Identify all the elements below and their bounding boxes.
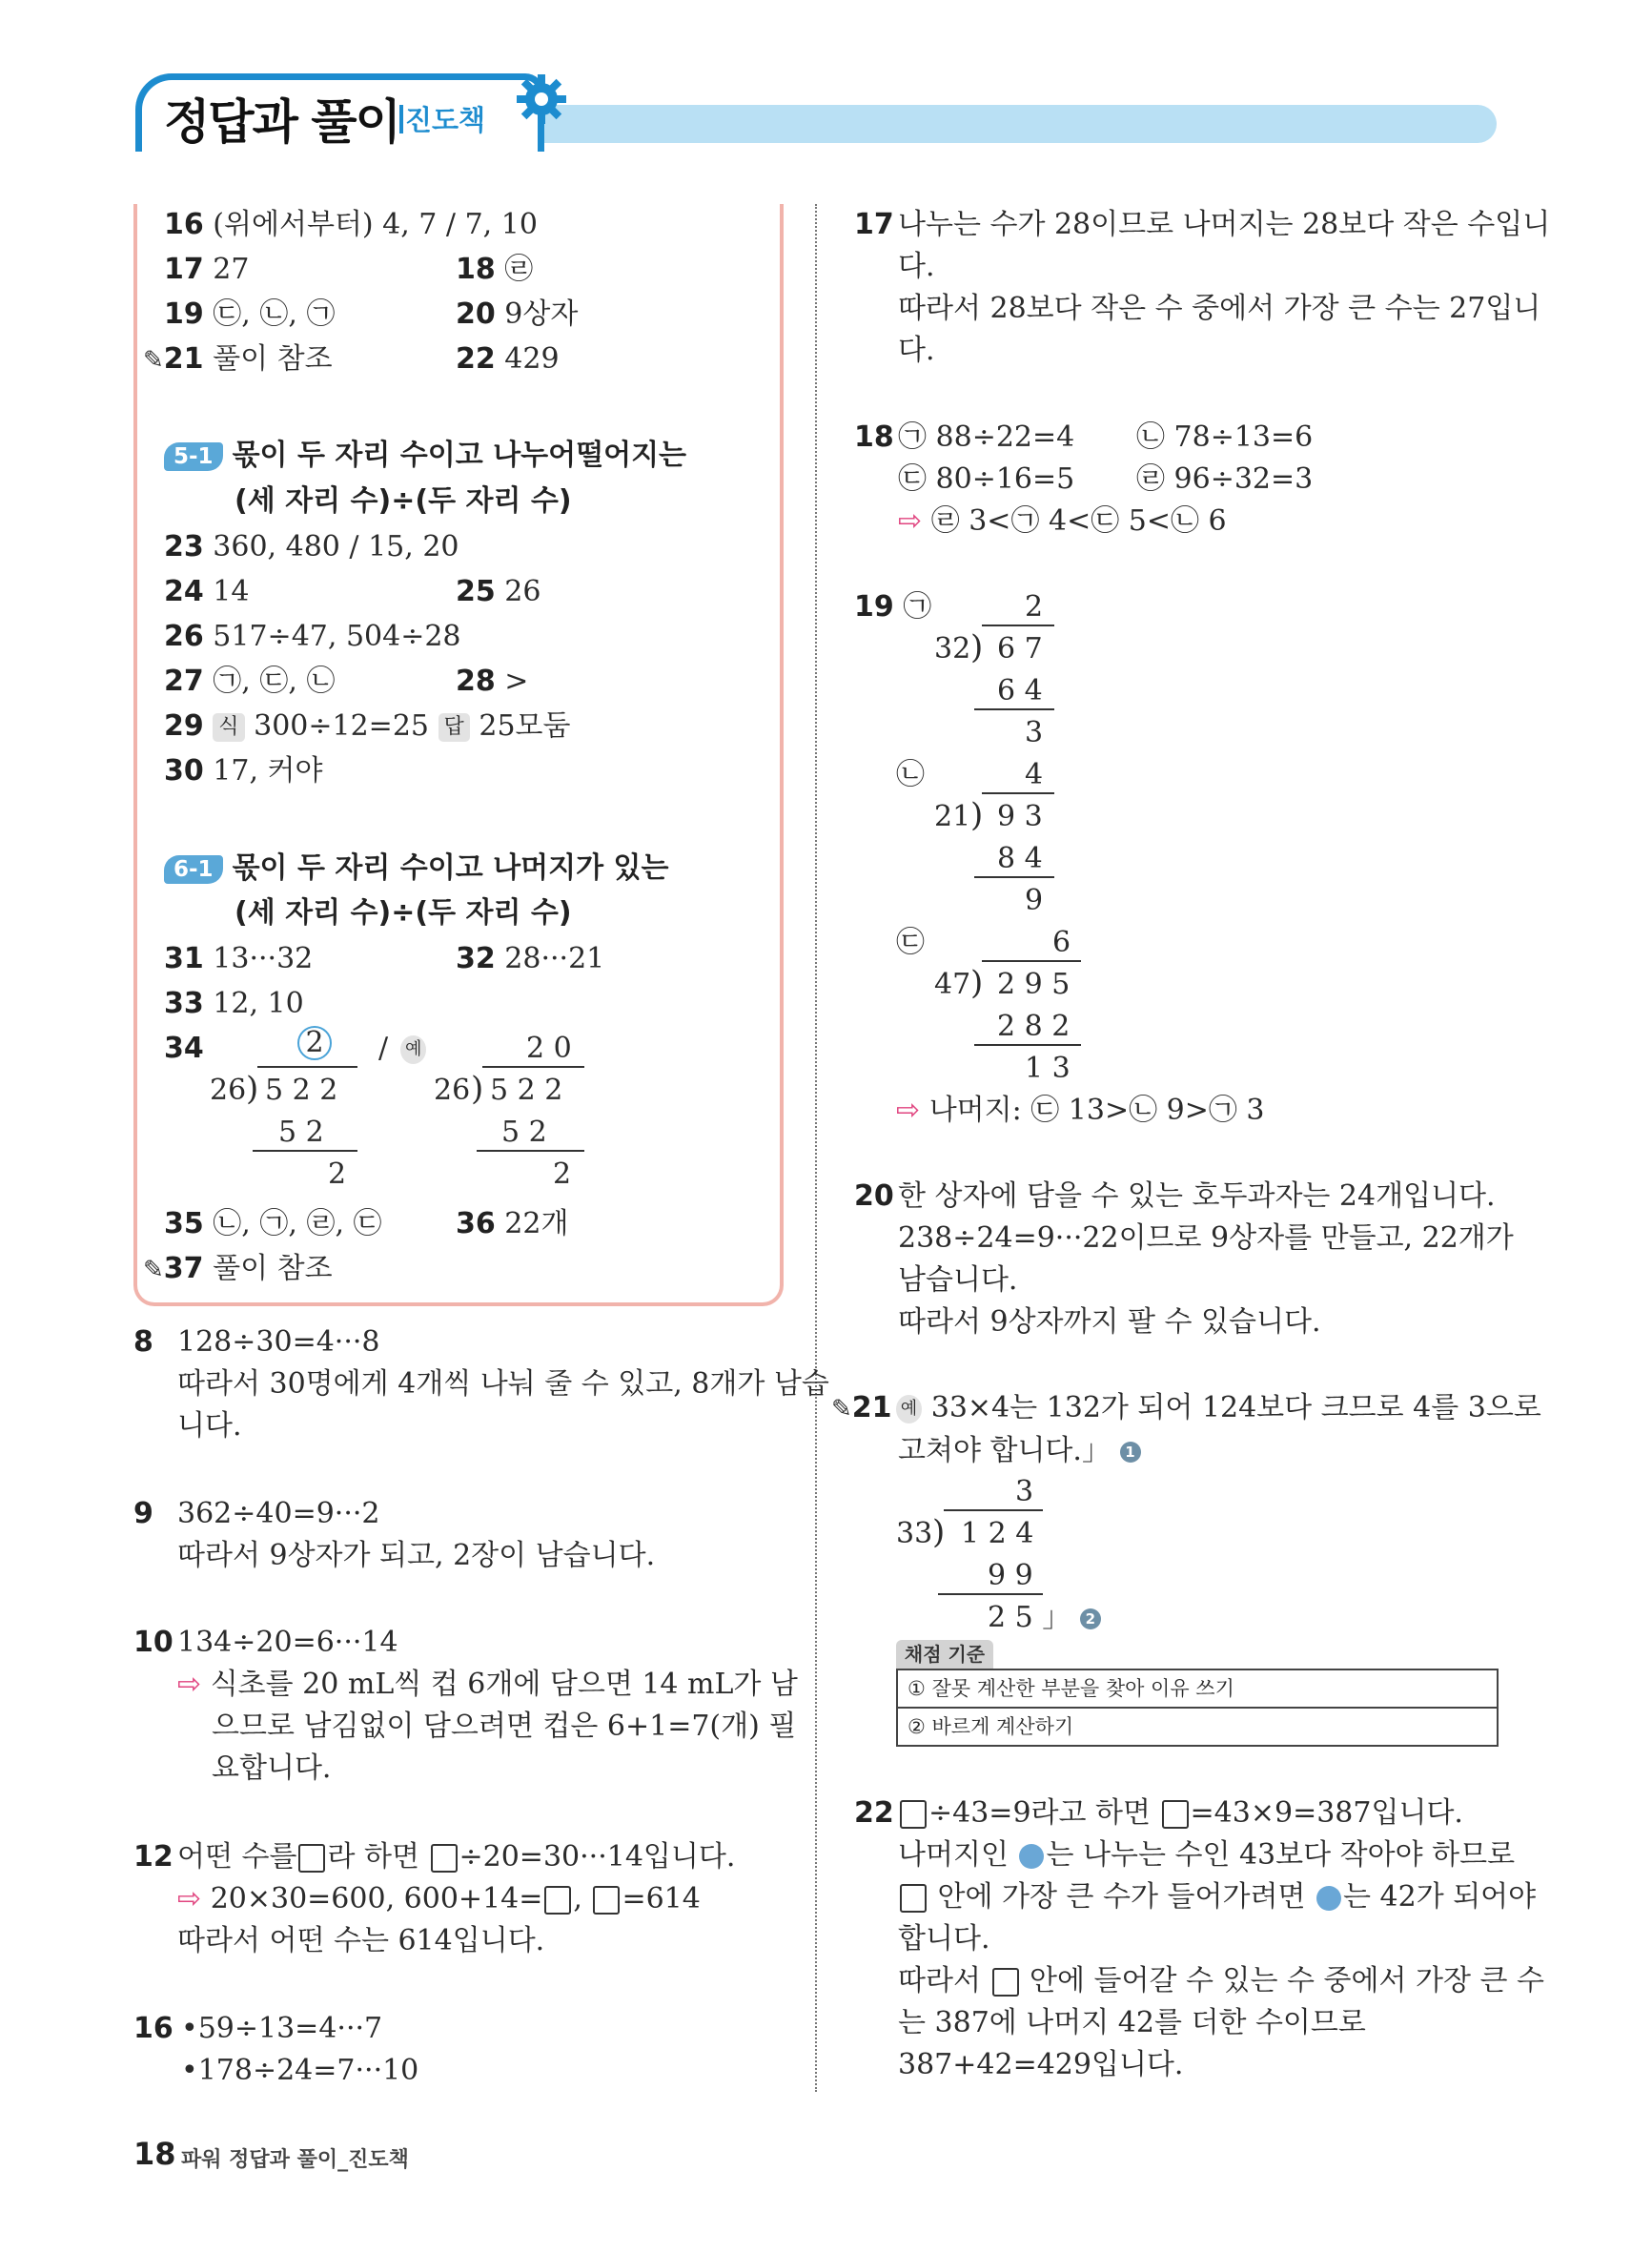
answer-17: 17 27 (164, 253, 250, 286)
answer-31: 31 13···32 (164, 942, 314, 975)
criteria-row-1: ① 잘못 계산한 부분을 찾아 이유 쓰기 (908, 1677, 1234, 1700)
title-separator (399, 105, 403, 133)
answer-27: 27 ㉠, ㉢, ㉡ (164, 665, 336, 698)
div-21-sub: 9 9 (988, 1559, 1033, 1592)
section-6-1-subtitle: (세 자리 수)÷(두 자리 수) (235, 896, 572, 930)
answer-20: 20 9상자 (456, 297, 579, 331)
gear-icon (513, 71, 570, 128)
blank-box (992, 1968, 1019, 1997)
arrow-icon: ⇨ (177, 1668, 202, 1701)
answer-34-quotient-1: 2 (297, 1026, 332, 1060)
blank-box (298, 1844, 325, 1873)
div-b-quotient: 4 (1025, 758, 1044, 791)
answer-16: 16 (위에서부터) 4, 7 / 7, 10 (164, 208, 538, 241)
criteria-table (896, 1669, 1499, 1747)
division-bracket: ) (246, 1070, 259, 1108)
criteria-row-2: ② 바르게 계산하기 (898, 1707, 1497, 1745)
page-title: 정답과 풀이 (164, 94, 399, 150)
answer-34-rem-1: 2 (328, 1157, 347, 1191)
criteria-title: 채점 기준 (896, 1640, 993, 1669)
solution-17: 17 나누는 수가 28이므로 나머지는 28보다 작은 수입니 다. 따라서 28보다 작은 수 중에서 가장 큰 수는 27입니 다. (854, 208, 1551, 367)
div-b-divisor: 21 (934, 800, 971, 833)
div-b-sub: 8 4 (997, 842, 1043, 875)
arrow-icon: ⇨ (896, 1094, 921, 1127)
div-c-rem: 1 3 (1025, 1052, 1071, 1085)
division-bar (944, 1509, 1043, 1511)
answer-29: 29 식 300÷12=25 답 25모둠 (164, 709, 571, 743)
answer-34-dividend-2: 5 2 2 (490, 1074, 563, 1107)
section-5-1-subtitle: (세 자리 수)÷(두 자리 수) (235, 484, 572, 518)
subtraction-line (253, 1150, 357, 1152)
div-21-rem: 2 5 」 2 (988, 1597, 1101, 1639)
solution-22: 22 ÷43=9라고 하면 =43×9=387입니다. 나머지인 는 나누는 수인 43보다 작아야 하므로 안에 가장 큰 수가 들어가려면 는 42가 되어야 합니다. 따라서 안에 들어갈 수 있는 수 중에서 가장 큰 수 는 387에 나머지 42를 더한 수이므로 387+42=429입니다. (854, 1796, 1545, 2081)
footer-text: 파워 정답과 풀이_진도책 (181, 2148, 409, 2172)
arrow-icon: ⇨ (898, 504, 923, 538)
subtraction-line (974, 876, 1054, 878)
div-a-dividend: 6 7 (997, 632, 1043, 666)
answer-34-sub-2: 5 2 (501, 1116, 547, 1149)
page-number: 18 (133, 2136, 176, 2172)
answer-35: 35 ㉡, ㉠, ㉣, ㉢ (164, 1207, 382, 1240)
page-subtitle: 진도책 (405, 104, 486, 136)
answer-34-sub-1: 5 2 (278, 1116, 324, 1149)
div-21-quotient: 3 (1015, 1475, 1034, 1508)
answer-34-rem-2: 2 (553, 1157, 572, 1191)
subtraction-line (974, 708, 1054, 710)
answer-21: ✎21 풀이 참조 (143, 342, 333, 376)
division-bracket: ) (471, 1070, 484, 1108)
div-a-sub: 6 4 (997, 674, 1043, 707)
section-5-1-title: 5-1 몫이 두 자리 수이고 나누어떨어지는 (164, 431, 686, 473)
div-21-dividend: 1 2 4 (961, 1517, 1034, 1550)
solution-12: 12 어떤 수를 라 하면 ÷20=30···14입니다. ⇨ 20×30=600, 600+14= , =614 따라서 어떤 수는 614입니다. (133, 1840, 736, 1957)
blank-box (431, 1844, 458, 1873)
example-badge: 예 (400, 1035, 426, 1064)
answer-37: ✎37 풀이 참조 (143, 1252, 333, 1285)
answer-34-number: 34 (164, 1032, 204, 1065)
subtraction-line (477, 1150, 584, 1152)
div-a-divisor: 32 (934, 632, 971, 666)
blank-box (544, 1886, 571, 1915)
solution-8: 8 128÷30=4···8 따라서 30명에게 4개씩 나눠 줄 수 있고, 8개가 남습 니다. (133, 1325, 829, 1443)
div-c-quotient: 6 (1052, 926, 1071, 959)
answer-33: 33 12, 10 (164, 987, 304, 1020)
arrow-icon: ⇨ (177, 1882, 202, 1915)
answer-19: 19 ㉢, ㉡, ㉠ (164, 297, 336, 331)
subtraction-line (974, 1044, 1081, 1046)
solution-18: 18 ㉠ 88÷22=4 ㉡ 78÷13=6 ㉢ 80÷16=5 ㉣ 96÷32=3 ⇨ ㉣ 3<㉠ 4<㉢ 5<㉡ 6 (854, 420, 1314, 538)
answer-22: 22 429 (456, 342, 560, 376)
blank-box (900, 1884, 927, 1913)
circle-marker (1019, 1844, 1044, 1869)
answer-26: 26 517÷47, 504÷28 (164, 620, 461, 653)
blank-box (900, 1800, 927, 1829)
div-a-quotient: 2 (1025, 590, 1044, 624)
division-bar (982, 960, 1081, 962)
blank-box (1162, 1800, 1189, 1829)
div-c-dividend: 2 9 5 (997, 968, 1071, 1001)
answer-18: 18 ㉣ (456, 253, 534, 286)
marker-2: 2 (1080, 1608, 1101, 1629)
answer-32: 32 28···21 (456, 942, 605, 975)
section-6-1-title: 6-1 몫이 두 자리 수이고 나머지가 있는 (164, 844, 669, 886)
marker-1: 1 (1120, 1442, 1141, 1463)
answer-23: 23 360, 480 / 15, 20 (164, 530, 459, 563)
answer-36: 36 22개 (456, 1207, 569, 1240)
answer-28: 28 > (456, 665, 529, 698)
div-b-label: ㉡ (896, 758, 925, 791)
div-c-label: ㉢ (896, 926, 925, 959)
division-bracket: ) (970, 796, 984, 834)
solution-9: 9 362÷40=9···2 따라서 9상자가 되고, 2장이 남습니다. (133, 1497, 656, 1572)
division-bar (982, 792, 1054, 794)
solution-19-result: ⇨ 나머지: ㉢ 13>㉡ 9>㉠ 3 (896, 1094, 1265, 1127)
division-bar (982, 625, 1054, 626)
division-bracket: ) (970, 628, 984, 666)
solution-16: 16 •59÷13=4···7 •178÷24=7···10 (133, 2012, 419, 2087)
subtraction-line (938, 1593, 1043, 1595)
division-bar (257, 1066, 357, 1068)
solution-20: 20 한 상자에 담을 수 있는 호두과자는 24개입니다. 238÷24=9···22이므로 9상자를 만들고, 22개가 남습니다. 따라서 9상자까지 팔 수 있습니다. (854, 1179, 1514, 1339)
circle-marker (1316, 1886, 1341, 1911)
pencil-icon: ✎ (143, 346, 164, 375)
answer-30: 30 17, 커야 (164, 754, 323, 788)
division-bar (482, 1066, 584, 1068)
pencil-icon: ✎ (831, 1395, 852, 1423)
answer-34-divisor-1: 26 (210, 1074, 247, 1107)
answer-24: 24 14 (164, 575, 250, 608)
answer-34-dividend-1: 5 2 2 (265, 1074, 338, 1107)
column-divider (815, 204, 817, 2092)
solution-10: 10 134÷20=6···14 ⇨ 식초를 20 mL씩 컵 6개에 담으면 14 mL가 남 으므로 남김없이 담으려면 컵은 6+1=7(개) 필 요합니다. (133, 1626, 798, 1785)
answer-34-quotient-2: 2 0 (526, 1032, 572, 1065)
div-a-rem: 3 (1025, 716, 1044, 749)
answer-25: 25 26 (456, 575, 541, 608)
solution-19: 19 ㉠ (854, 590, 932, 624)
blank-box (593, 1886, 620, 1915)
div-c-divisor: 47 (934, 968, 971, 1001)
div-c-sub: 2 8 2 (997, 1010, 1071, 1043)
pencil-icon: ✎ (143, 1256, 164, 1284)
solution-21: ✎21 예 33×4는 132가 되어 124보다 크므로 4를 3으로 고쳐야 합니다.」 1 (831, 1391, 1541, 1467)
division-bracket: ) (970, 964, 984, 1002)
answer-34-divisor-2: 26 (434, 1074, 471, 1107)
division-bracket: ) (932, 1513, 946, 1551)
answer-34-slash: / (378, 1032, 389, 1065)
div-b-dividend: 9 3 (997, 800, 1043, 833)
div-b-rem: 9 (1025, 884, 1044, 917)
div-21-divisor: 33 (896, 1517, 933, 1550)
